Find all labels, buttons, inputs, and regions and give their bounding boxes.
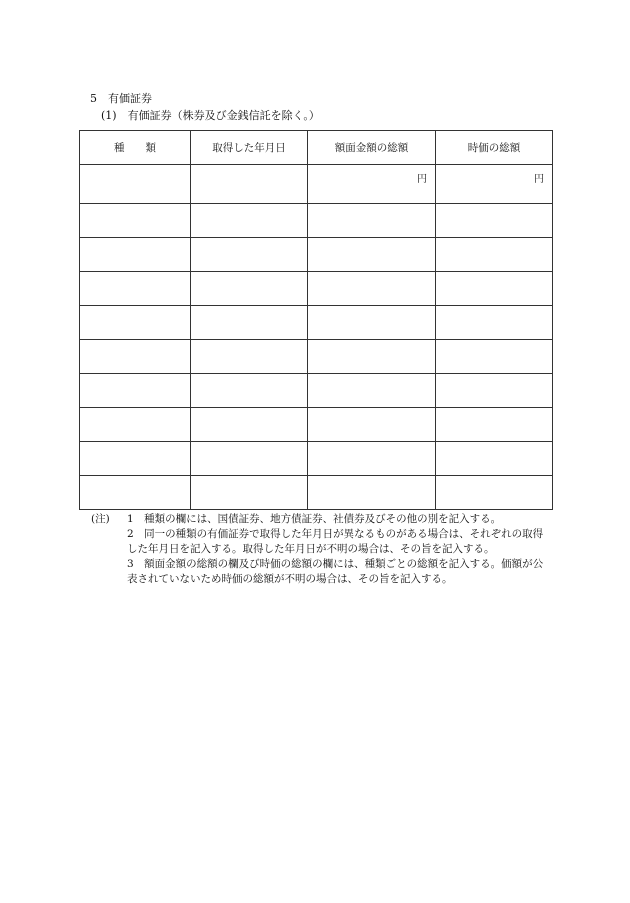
cell-face-value[interactable] bbox=[308, 476, 436, 510]
header-acquired-date: 取得した年月日 bbox=[191, 131, 308, 165]
cell-acquired-date[interactable] bbox=[191, 340, 308, 374]
note-text: 3 額面金額の総額の欄及び時価の総額の欄には、種類ごとの総額を記入する。価額が公表されていないため時価の総額が不明の場合は、その旨を記入する。 bbox=[127, 558, 544, 585]
cell-market-value[interactable] bbox=[436, 238, 553, 272]
note-item bbox=[91, 527, 551, 557]
cell-face-value[interactable] bbox=[308, 408, 436, 442]
cell-market-value[interactable] bbox=[436, 442, 553, 476]
note-text: 2 同一の種類の有価証券で取得した年月日が異なるものがある場合は、それぞれの取得した年月日を記入する。取得した年月日が不明の場合は、その旨を記入する。 bbox=[127, 528, 544, 555]
table-row bbox=[80, 272, 553, 306]
cell-acquired-date[interactable] bbox=[191, 272, 308, 306]
header-market-value-total: 時価の総額 bbox=[436, 131, 553, 165]
cell-market-value[interactable] bbox=[436, 408, 553, 442]
cell-acquired-date[interactable] bbox=[191, 374, 308, 408]
table-row bbox=[80, 374, 553, 408]
cell-type[interactable] bbox=[80, 204, 191, 238]
header-type: 種 類 bbox=[80, 131, 191, 165]
cell-market-value[interactable] bbox=[436, 374, 553, 408]
table-header-row bbox=[80, 131, 553, 165]
table-row bbox=[80, 204, 553, 238]
cell-type[interactable] bbox=[80, 374, 191, 408]
cell-market-value[interactable]: 円 bbox=[436, 165, 553, 204]
table-row bbox=[80, 165, 553, 204]
table-row bbox=[80, 476, 553, 510]
cell-acquired-date[interactable] bbox=[191, 306, 308, 340]
table-body bbox=[80, 165, 553, 510]
cell-market-value[interactable] bbox=[436, 476, 553, 510]
header-face-value-total: 額面金額の総額 bbox=[308, 131, 436, 165]
cell-type[interactable] bbox=[80, 476, 191, 510]
cell-face-value[interactable] bbox=[308, 238, 436, 272]
cell-acquired-date[interactable] bbox=[191, 165, 308, 204]
cell-type[interactable] bbox=[80, 306, 191, 340]
cell-type[interactable] bbox=[80, 272, 191, 306]
cell-face-value[interactable] bbox=[308, 340, 436, 374]
cell-market-value[interactable] bbox=[436, 272, 553, 306]
table-row bbox=[80, 306, 553, 340]
cell-type[interactable] bbox=[80, 165, 191, 204]
securities-table bbox=[79, 130, 553, 510]
notes-label: (注) bbox=[91, 513, 110, 525]
cell-face-value[interactable] bbox=[308, 306, 436, 340]
cell-acquired-date[interactable] bbox=[191, 408, 308, 442]
cell-market-value[interactable] bbox=[436, 306, 553, 340]
table-row bbox=[80, 238, 553, 272]
table-row bbox=[80, 408, 553, 442]
cell-acquired-date[interactable] bbox=[191, 238, 308, 272]
cell-face-value[interactable] bbox=[308, 272, 436, 306]
cell-acquired-date[interactable] bbox=[191, 476, 308, 510]
cell-acquired-date[interactable] bbox=[191, 442, 308, 476]
cell-type[interactable] bbox=[80, 238, 191, 272]
cell-market-value[interactable] bbox=[436, 340, 553, 374]
cell-market-value[interactable] bbox=[436, 204, 553, 238]
cell-face-value[interactable] bbox=[308, 374, 436, 408]
cell-type[interactable] bbox=[80, 442, 191, 476]
cell-face-value[interactable] bbox=[308, 442, 436, 476]
section-subtitle: (1) 有価証券（株券及び金銭信託を除く。） bbox=[101, 109, 320, 122]
table-row bbox=[80, 442, 553, 476]
note-item bbox=[91, 512, 551, 527]
cell-acquired-date[interactable] bbox=[191, 204, 308, 238]
cell-face-value[interactable] bbox=[308, 204, 436, 238]
notes-section bbox=[91, 512, 551, 587]
table-row bbox=[80, 340, 553, 374]
note-text: 1 種類の欄には、国債証券、地方債証券、社債券及びその他の別を記入する。 bbox=[127, 513, 502, 525]
cell-type[interactable] bbox=[80, 408, 191, 442]
section-title: 5 有価証券 bbox=[90, 92, 152, 105]
cell-type[interactable] bbox=[80, 340, 191, 374]
note-item bbox=[91, 557, 551, 587]
cell-face-value[interactable]: 円 bbox=[308, 165, 436, 204]
